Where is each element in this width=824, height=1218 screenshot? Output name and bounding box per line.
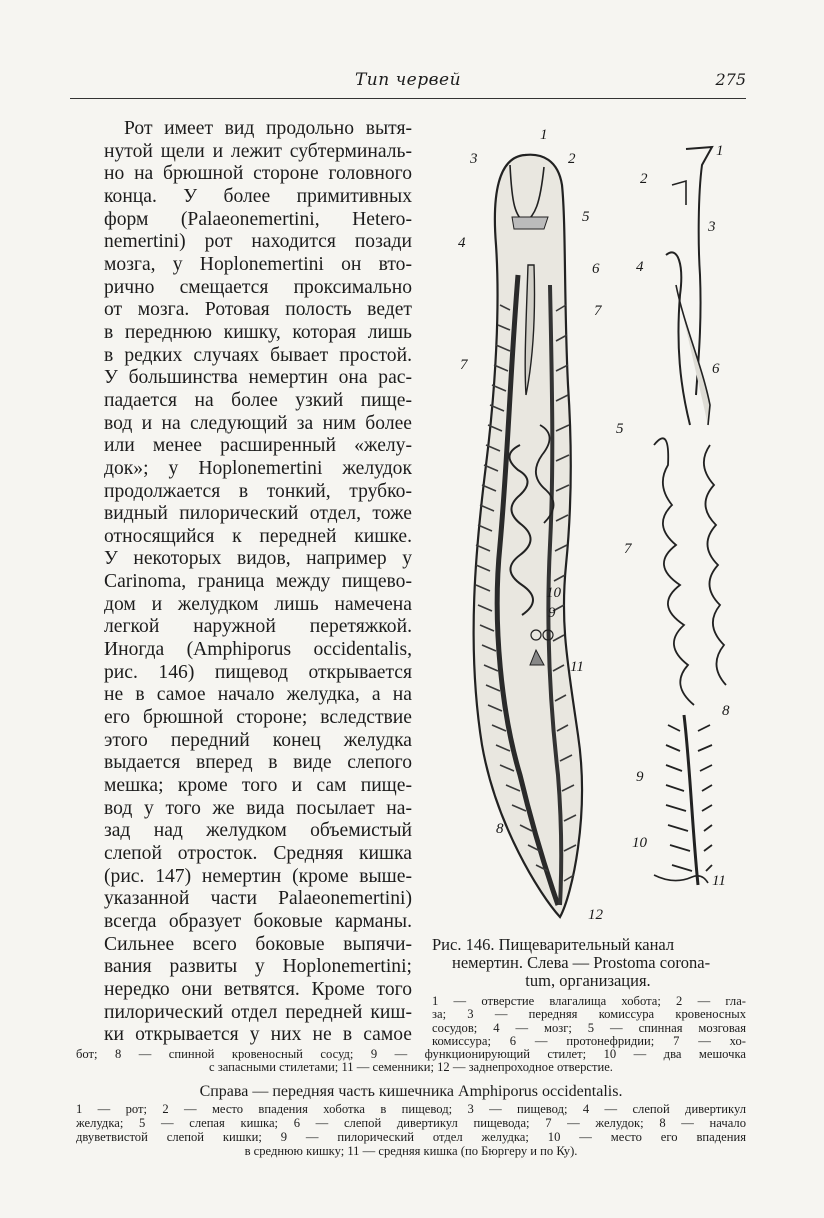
body-line: мозга, у Hoplonemertini он вто- — [104, 253, 412, 275]
body-line: вод у того же вида посылает на- — [104, 797, 412, 819]
label-4-right: 4 — [636, 259, 644, 275]
label-12-left: 12 — [588, 907, 603, 923]
figure-labels-right — [616, 143, 730, 889]
figure-illustration — [440, 125, 760, 930]
label-9-right: 9 — [636, 769, 644, 785]
body-line: вания развиты у Hoplonemertini; — [104, 956, 412, 978]
label-11-right: 11 — [712, 873, 726, 889]
caption-line-1: Рис. 146. Пищеварительный канал — [432, 935, 675, 954]
label-4-left: 4 — [458, 235, 466, 251]
body-line: пилорический отдел передней киш- — [104, 1001, 412, 1023]
body-line: нередко они ветвятся. Кроме того — [104, 978, 412, 1000]
body-line: продолжается в тонкий, трубко- — [104, 480, 412, 502]
label-10-right: 10 — [632, 835, 647, 851]
label-3-left: 3 — [470, 151, 478, 167]
body-line: У большинства немертин она рас- — [104, 367, 412, 389]
body-line: видный пилорический отдел, тоже — [104, 503, 412, 525]
body-line: относящийся к передней кишке. — [104, 525, 412, 547]
body-line: легкой наружной перетяжкой. — [104, 616, 412, 638]
legend-left-block — [432, 995, 746, 1048]
worm-body-left — [474, 155, 582, 917]
legend-line: комиссура; 6 — протонефридии; 7 — хо- — [432, 1033, 746, 1048]
page-number: 275 — [715, 70, 746, 89]
body-line: (рис. 147) немертин (кроме выше- — [104, 865, 412, 887]
body-line: вод и на следующий за ним более — [104, 412, 412, 434]
running-title: Тип червей — [354, 70, 462, 90]
legend-line: 1 — рот; 2 — место впадения хоботка в пищевод; 3 — пищевод; 4 — слепой дивертикул — [76, 1102, 746, 1116]
figure-caption — [432, 936, 744, 990]
body-line: рично смещается проксимально — [104, 276, 412, 298]
header-rule — [70, 98, 746, 99]
legend-line: сосудов; 4 — мозг; 5 — спинная мозговая — [432, 1020, 746, 1035]
label-11-left: 11 — [570, 659, 584, 675]
body-line: указанной части Palaeonemertini) — [104, 888, 412, 910]
legend-line: бот; 8 — спинной кровеносный сосуд; 9 — функционирующий стилет; 10 — два мешочка — [76, 1047, 746, 1061]
running-header — [70, 70, 746, 96]
label-3-right: 3 — [708, 219, 716, 235]
body-line: нутой щели и лежит субтерминаль- — [104, 140, 412, 162]
label-8-left: 8 — [496, 821, 504, 837]
body-line: его брюшной стороне; вследствие — [104, 707, 412, 729]
label-2-left: 2 — [568, 151, 576, 167]
body-line: в редких случаях бывает простой. — [104, 344, 412, 366]
label-7-left: 7 — [594, 303, 602, 319]
body-line: конца. У более примитивных — [104, 185, 412, 207]
body-line: ки открывается у них не в самое — [104, 1024, 412, 1046]
body-text-column — [104, 118, 412, 1047]
label-9-left: 9 — [548, 605, 556, 621]
label-5-left: 5 — [582, 209, 590, 225]
label-8-right: 8 — [722, 703, 730, 719]
body-line: Carinoma, граница между пищево- — [104, 571, 412, 593]
body-line: но на брюшной стороне головного — [104, 163, 412, 185]
label-1-right: 1 — [716, 143, 724, 159]
caption-line-2: немертин. Слева — Prostoma corona- — [452, 953, 711, 972]
label-2-right: 2 — [640, 171, 648, 187]
body-line: всегда образует боковые карманы. — [104, 910, 412, 932]
body-line: форм (Palaeonemertini, Hetero- — [104, 208, 412, 230]
figure-146 — [440, 125, 760, 930]
body-line: Сильнее всего боковые выпячи- — [104, 933, 412, 955]
label-7-right: 7 — [624, 541, 632, 557]
body-line: зад над желудком объемистый — [104, 820, 412, 842]
legend-right-block — [76, 1102, 746, 1158]
label-6-right: 6 — [712, 361, 720, 377]
body-line: nemertini) рот находится позади — [104, 231, 412, 253]
body-line: от мозга. Ротовая полость ведет — [104, 299, 412, 321]
label-7b-left: 7 — [460, 357, 468, 373]
legend-line: желудка; 5 — слепая кишка; 6 — слепой дивертикул пищевода; 7 — желудок; 8 — начало — [76, 1116, 746, 1130]
body-line: мешка; кроме того и сам пище- — [104, 775, 412, 797]
legend-line: 1 — отверстие влагалища хобота; 2 — гла- — [432, 994, 746, 1008]
legend-line: двуветвистой слепой кишки; 9 — пилорический отдел желудка; 10 — место его впадения — [76, 1130, 746, 1144]
body-line: падается на более узкий пище- — [104, 389, 412, 411]
legend-line: за; 3 — передняя комиссура кровеносных — [432, 1007, 746, 1022]
body-line: Иногда (Amphiporus occidentalis, — [104, 639, 412, 661]
label-10-left: 10 — [546, 585, 561, 601]
body-line: дом и желудком лишь намечена — [104, 593, 412, 615]
label-5-right: 5 — [616, 421, 624, 437]
label-6-left: 6 — [592, 261, 600, 277]
legend-full-block — [76, 1048, 746, 1075]
legend-line: с запасными стилетами; 11 — семенники; 12 — заднепроходное отверстие. — [209, 1060, 613, 1075]
gut-right — [654, 147, 726, 885]
label-1-left: 1 — [540, 127, 548, 143]
body-line: в переднюю кишку, которая лишь — [104, 321, 412, 343]
caption-line-3: tum, организация. — [525, 971, 651, 990]
body-line: рис. 146) пищевод открывается — [104, 661, 412, 683]
body-line: не в самое начало желудка, а на — [104, 684, 412, 706]
body-line: выдается вперед в виде слепого — [104, 752, 412, 774]
right-caption: Справа — передняя часть кишечника Amphiporus occidentalis. — [199, 1083, 623, 1100]
body-line: слепой отросток. Средняя кишка — [104, 843, 412, 864]
body-line: Рот имеет вид продольно вытя- — [124, 118, 412, 139]
body-line: док»; у Hoplonemertini желудок — [104, 457, 412, 479]
legend-line: в среднюю кишку; 11 — средняя кишка (по Бюргеру и по Ку). — [244, 1144, 578, 1158]
body-line: или менее расширенный «желу- — [104, 435, 412, 457]
body-line: У некоторых видов, например у — [104, 548, 412, 570]
body-line: этого передний конец желудка — [104, 729, 412, 751]
